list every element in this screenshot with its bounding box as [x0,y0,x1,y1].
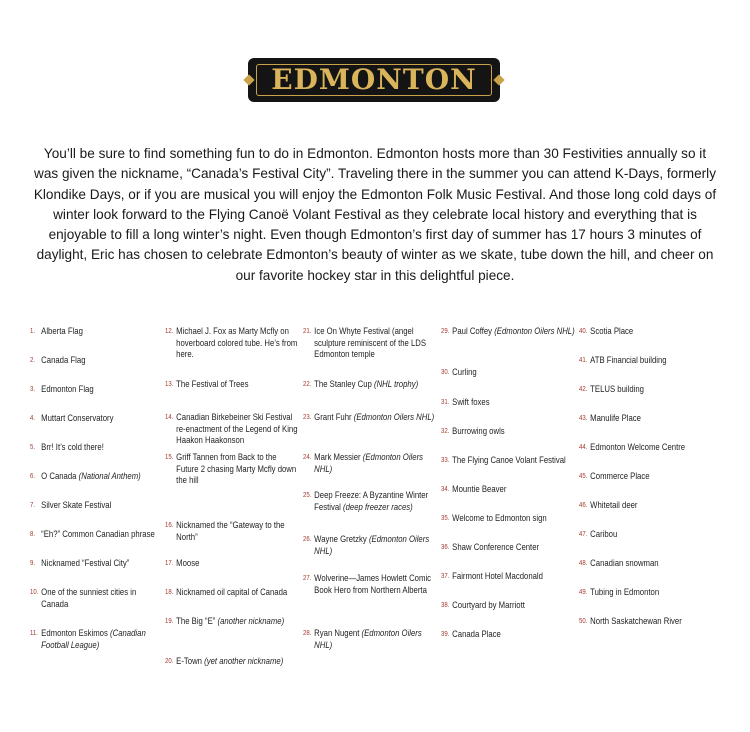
legend-item-text [41,326,83,338]
legend-item [303,534,437,557]
logo-right-ornament [493,74,504,85]
legend-item-number: 18. [165,589,174,596]
legend-item-number: 50. [579,618,588,625]
legend-item-text [590,616,682,628]
legend-item [30,471,164,483]
legend-item-label: Edmonton Eskimos [41,628,108,638]
legend-item-text [590,500,637,512]
legend-item-label: Muttart Conservatory [41,413,114,423]
legend-item-number: 2. [30,357,36,364]
legend-item-number: 44. [579,444,588,451]
legend-item-label: Burrowing owls [452,426,505,436]
legend-item-label: Canada Flag [41,355,86,365]
legend-item-text [590,471,649,483]
legend-item-text [176,452,299,487]
legend-item-text [176,656,283,668]
legend-item [579,442,713,454]
legend-item-text [452,484,506,496]
legend-item-number: 32. [441,428,450,435]
legend-item-label: Brr! It’s cold there! [41,442,104,452]
legend-item [30,587,164,610]
legend-item-number: 6. [30,473,36,480]
legend-item-label: Canada Place [452,629,501,639]
legend-item-number: 17. [165,560,174,567]
legend-item-text [590,413,641,425]
legend-item-number: 40. [579,328,588,335]
legend-item-number: 31. [441,399,450,406]
legend-item-label: Mountie Beaver [452,484,507,494]
legend-item [30,384,164,396]
legend-item-text [41,529,155,541]
legend-item-label: Shaw Conference Center [452,542,540,552]
legend-item-label: Manulife Place [590,413,641,423]
legend-item-number: 23. [303,414,312,421]
legend-item-number: 20. [165,658,174,665]
legend-item [30,558,164,570]
legend-item [579,326,713,338]
legend-item-label: Canadian Birkebeiner Ski Festival re-enactment of the Legend of King Haakon Haakonson [176,412,298,445]
legend-item-label: Edmonton Welcome Centre [590,442,686,452]
legend-item-number: 48. [579,560,588,567]
legend-item-number: 8. [30,531,36,538]
legend-item-label: Ice On Whyte Festival (angel sculpture reminiscent of the LDS Edmonton temple [314,326,427,359]
legend-item [579,529,713,541]
legend-item-label: Courtyard by Marriott [452,600,525,610]
legend-item-note: (Canadian Football League) [41,628,146,650]
legend-item-number: 36. [441,544,450,551]
legend-item-label: O Canada [41,471,77,481]
legend-item-note: (Edmonton Oilers NHL) [353,412,435,422]
logo-title: EDMONTON [256,64,492,96]
legend-item-note: (National Anthem) [78,471,141,481]
legend-item [303,490,437,513]
legend-item-label: Ryan Nugent [314,628,360,638]
legend-item-label: Edmonton Flag [41,384,94,394]
legend-item-label: Welcome to Edmonton sign [452,513,547,523]
legend-item-text [314,628,437,651]
legend-item-number: 41. [579,357,588,364]
legend-item-text [176,616,284,628]
legend-item-text [41,355,85,367]
legend-item [165,656,299,668]
legend-item [30,529,164,541]
legend-item-text [41,442,104,454]
legend-item-label: Silver Skate Festival [41,500,112,510]
legend-item [579,616,713,628]
legend-item-number: 49. [579,589,588,596]
legend-item-note: (another nickname) [217,616,285,626]
legend-item-label: Nicknamed oil capital of Canada [176,587,288,597]
legend-item [579,413,713,425]
legend-item-number: 5. [30,444,36,451]
legend-item-label: Mark Messier [314,452,361,462]
legend-item [579,500,713,512]
legend-item-number: 25. [303,492,312,499]
legend-item-number: 39. [441,631,450,638]
legend-item-label: One of the sunniest cities in Canada [41,587,137,609]
legend-item-note: (Edmonton Oilers NHL) [314,534,430,556]
legend-item-text [176,326,299,361]
legend-item-label: Scotia Place [590,326,634,336]
legend-item-number: 14. [165,414,174,421]
legend-item [165,558,299,570]
legend-item-label: TELUS building [590,384,644,394]
legend-item-label: “Eh?” Common Canadian phrase [41,529,155,539]
edmonton-logo [248,58,500,102]
legend-item-label: The Big “E” [176,616,216,626]
legend-item-number: 13. [165,381,174,388]
legend-item-text [452,367,477,379]
legend-item-number: 24. [303,454,312,461]
legend-item-text [452,397,489,409]
legend-item [441,326,575,338]
legend-item-number: 12. [165,328,174,335]
legend-item-number: 26. [303,536,312,543]
legend-item-number: 7. [30,502,36,509]
legend-item-label: Nicknamed the “Gateway to the North” [176,520,285,542]
legend-item-text [590,442,685,454]
legend-item-label: Wayne Gretzky [314,534,367,544]
legend-item [165,587,299,599]
legend-item [303,412,437,424]
legend-item-label: Grant Fuhr [314,412,352,422]
legend-item-number: 35. [441,515,450,522]
legend-item-label: Nicknamed “Festival City” [41,558,130,568]
legend-item [303,452,437,475]
intro-paragraph: You’ll be sure to find something fun to do in Edmonton. Edmonton hosts more than 30 Festivities annually so it was given the nickname, “Canada’s Festival City”. Traveling there in the summer you can attend K-Days, formerly Klondike Days, or if you are musical you will enjoy the Edmonton Folk Music Festival. And those long cold days of winter look forward to the Flying Canoë Volant Festival as they celebrate local history and everything that is enjoyable to fill a long winter’s night. Even though Edmonton’s first day of summer has 17 hours 3 minutes of daylight, Eric has chosen to celebrate Edmonton’s beauty of winter as we skate, tube down the hill, and cheer on our favorite hockey star in this delightful piece. [33,146,717,283]
legend-item-text [314,379,418,391]
legend-item [579,587,713,599]
legend-item-number: 11. [30,630,38,637]
legend-item-text [452,600,525,612]
legend-item-text [41,558,129,570]
legend-item [303,628,437,651]
legend-item-text [590,587,659,599]
legend-item-label: Canadian snowman [590,558,659,568]
legend-item-number: 43. [579,415,588,422]
legend-item [30,326,164,338]
legend-item-number: 21. [303,328,312,335]
legend-item-number: 1. [30,328,36,335]
legend-item-label: North Saskatchewan River [590,616,682,626]
legend-item-label: Paul Coffey [452,326,493,336]
legend-item [441,484,575,496]
legend-item-text [314,573,437,596]
legend-item [441,542,575,554]
logo-left-ornament [243,74,254,85]
legend-item [441,397,575,409]
legend-item [303,573,437,596]
legend-item-note: (Edmonton Oilers NHL) [314,628,422,650]
legend-item-label: Swift foxes [452,397,490,407]
legend-item-number: 29. [441,328,450,335]
legend-item-text [590,326,633,338]
legend-item-number: 38. [441,602,450,609]
legend-item-number: 15. [165,454,174,461]
legend-item-text [314,534,437,557]
legend-item-label: Curling [452,367,477,377]
legend-item-number: 42. [579,386,588,393]
legend-item-text [314,412,434,424]
legend-item [165,326,299,361]
legend-item-label: Caribou [590,529,618,539]
legend-item-text [314,490,437,513]
legend-item-text [452,542,539,554]
legend-item-note: (yet another nickname) [204,656,284,666]
legend-item-text [314,326,437,361]
legend-item-number: 34. [441,486,450,493]
legend-item-label: The Festival of Trees [176,379,249,389]
legend-item-text [41,587,164,610]
legend-item-number: 28. [303,630,312,637]
legend-item-text [41,500,111,512]
legend-item-number: 47. [579,531,588,538]
legend-item-text [176,520,299,543]
legend-item [30,355,164,367]
legend-item-label: E-Town [176,656,202,666]
legend-item-note: (deep freezer races) [343,501,413,512]
legend-item-text [590,558,658,570]
legend-item [165,379,299,391]
legend-item-text [41,628,164,651]
legend-item [579,384,713,396]
legend-item-label: Wolverine—James Howlett Comic Book Hero from Northern Alberta [314,573,432,595]
legend-item-number: 19. [165,618,174,625]
legend-item-text [41,384,94,396]
legend-item-number: 27. [303,575,312,582]
legend-item [165,452,299,487]
legend-item [441,455,575,467]
legend-item-label: Griff Tannen from Back to the Future 2 chasing Marty Mcfly down the hill [176,452,297,485]
legend-item-label: Deep Freeze: A Byzantine Winter Festival [314,490,429,512]
legend-item [579,558,713,570]
legend-item-text [41,413,113,425]
legend-item-number: 30. [441,369,450,376]
legend-item-number: 9. [30,560,36,567]
legend-item-number: 37. [441,573,450,580]
legend-item [30,628,164,651]
legend-item-text [590,384,644,396]
legend-item-text [176,412,299,447]
legend-item-label: The Stanley Cup [314,379,372,389]
legend-item [579,355,713,367]
legend-item-number: 45. [579,473,588,480]
legend-item-number: 46. [579,502,588,509]
legend-item-text [590,529,617,541]
legend-item-text [452,326,574,338]
legend-item [441,629,575,641]
legend-item-label: Alberta Flag [41,326,83,336]
legend-item-text [314,452,437,475]
legend-item [441,571,575,583]
legend-item-text [452,629,501,641]
legend-item-text [176,587,287,599]
legend-item-text [452,513,547,525]
legend-item [441,513,575,525]
legend-item-label: Fairmont Hotel Macdonald [452,571,543,581]
legend-item [441,426,575,438]
legend-item [165,412,299,447]
legend-item [579,471,713,483]
legend-item-text [452,571,543,583]
legend-item-text [176,379,248,391]
legend-item-note: (NHL trophy) [374,379,419,389]
legend-item [165,520,299,543]
legend-item-label: ATB Financial building [590,355,667,365]
legend-item-note: (Edmonton Oilers NHL) [494,326,575,336]
legend-item [30,500,164,512]
legend-item-number: 4. [30,415,36,422]
legend-item [30,413,164,425]
legend-item [441,600,575,612]
legend-item-text [452,426,504,438]
legend-item-text [176,558,199,570]
legend-item-text [452,455,566,467]
legend-item-number: 33. [441,457,450,464]
legend-item [303,326,437,361]
legend-item-number: 16. [165,522,174,529]
legend-item [441,367,575,379]
legend-item-number: 10. [30,589,39,596]
legend-item-number: 3. [30,386,36,393]
legend-item-label: Whitetail deer [590,500,638,510]
legend-item [165,616,299,628]
legend-item-label: The Flying Canoe Volant Festival [452,455,566,465]
legend-item-label: Tubing in Edmonton [590,587,660,597]
legend-item-note: (Edmonton Oilers NHL) [314,452,424,474]
legend-item-label: Michael J. Fox as Marty Mcfly on hoverboard colored tube. He’s from here. [176,326,298,359]
legend-item-text [41,471,141,483]
legend-item-number: 22. [303,381,312,388]
legend-item-label: Moose [176,558,200,568]
legend-item-text [590,355,666,367]
legend-item [303,379,437,391]
legend-item-label: Commerce Place [590,471,650,481]
legend-item [30,442,164,454]
